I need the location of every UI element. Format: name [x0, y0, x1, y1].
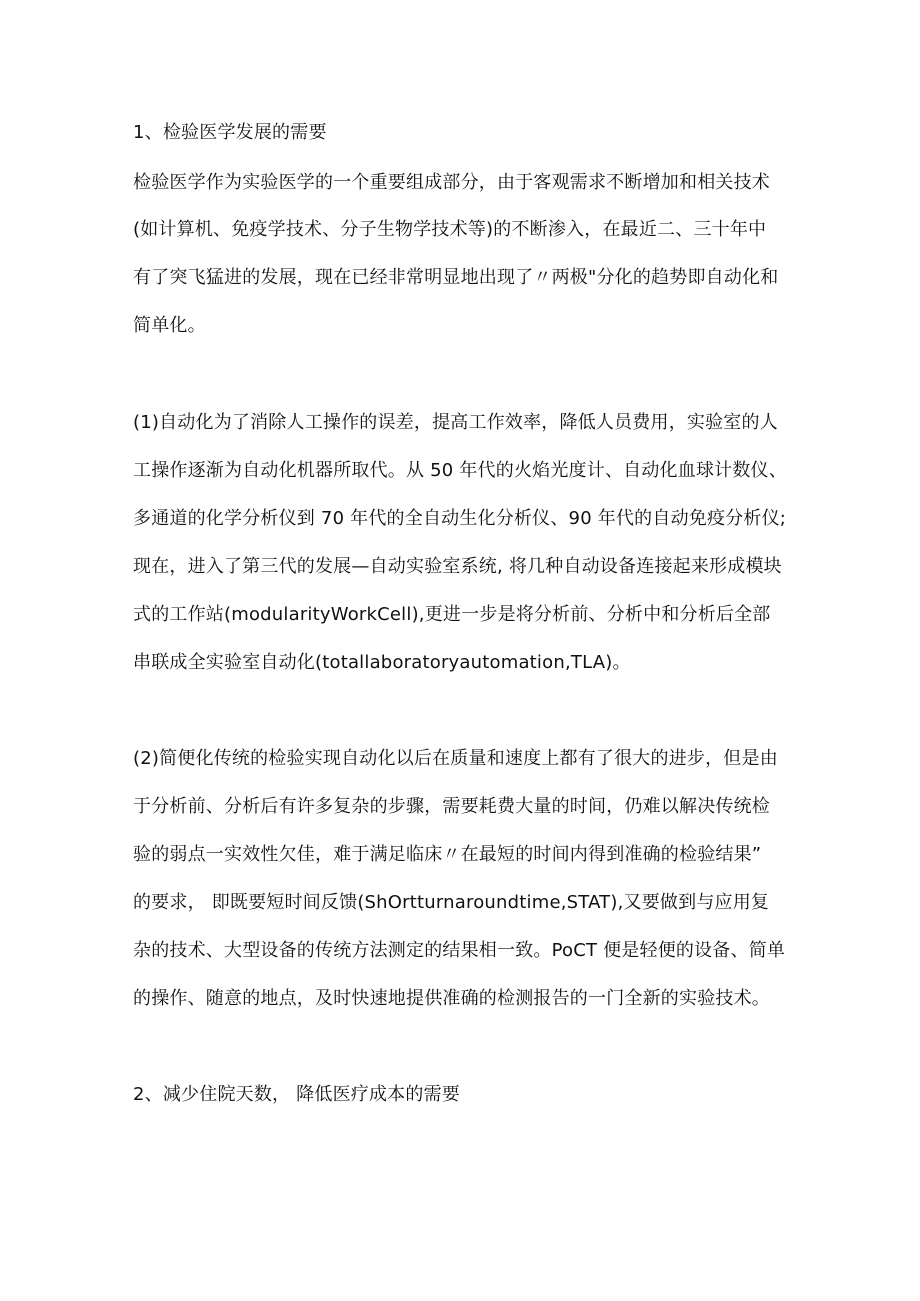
intro-line-2: (如计算机、免疫学技术、分子生物学技术等)的不断渗入，在最近二、三十年中: [133, 219, 767, 240]
automation-line-6: 串联成全实验室自动化(totallaboratoryautomation,TLA)。: [133, 652, 631, 673]
simplification-line-1: (2)简便化传统的检验实现自动化以后在质量和速度上都有了很大的进步，但是由: [133, 748, 778, 769]
automation-line-5: 式的工作站(modularityWorkCell),更进一步是将分析前、分析中和分析后全部: [133, 604, 771, 625]
intro-line-1: 检验医学作为实验医学的一个重要组成部分，由于客观需求不断增加和相关技术: [133, 172, 770, 193]
intro-line-3: 有了突飞猛进的发展，现在已经非常明显地出现了〃两极"分化的趋势即自动化和: [133, 267, 779, 288]
simplification-line-3: 验的弱点一实效性欠佳，难于满足临床〃在最短的时间内得到准确的检验结果”: [133, 844, 762, 865]
automation-line-3: 多通道的化学分析仪到 70 年代的全自动生化分析仪、90 年代的自动免疫分析仪;: [133, 508, 787, 529]
simplification-line-4: 的要求， 即既要短时间反馈(ShOrtturnaroundtime,STAT),又要做到与应用复: [133, 892, 770, 913]
intro-line-4: 简单化。: [133, 315, 206, 336]
automation-line-1: (1)自动化为了消除人工操作的误差，提高工作效率，降低人员费用，实验室的人: [133, 412, 778, 433]
section-2-heading: 2、减少住院天数， 降低医疗成本的需要: [133, 1084, 460, 1105]
automation-line-4: 现在，进入了第三代的发展—自动实验室系统, 将几种自动设备连接起来形成模块: [133, 556, 782, 577]
simplification-line-6: 的操作、随意的地点，及时快速地提供准确的检测报告的一门全新的实验技术。: [133, 988, 770, 1009]
simplification-line-5: 杂的技术、大型设备的传统方法测定的结果相一致。PoCT 便是轻便的设备、简单: [133, 940, 786, 961]
section-1-heading: 1、检验医学发展的需要: [133, 122, 327, 143]
simplification-line-2: 于分析前、分析后有许多复杂的步骤，需要耗费大量的时间，仍难以解决传统检: [133, 796, 770, 817]
automation-line-2: 工操作逐渐为自动化机器所取代。从 50 年代的火焰光度计、自动化血球计数仪、: [133, 460, 787, 481]
